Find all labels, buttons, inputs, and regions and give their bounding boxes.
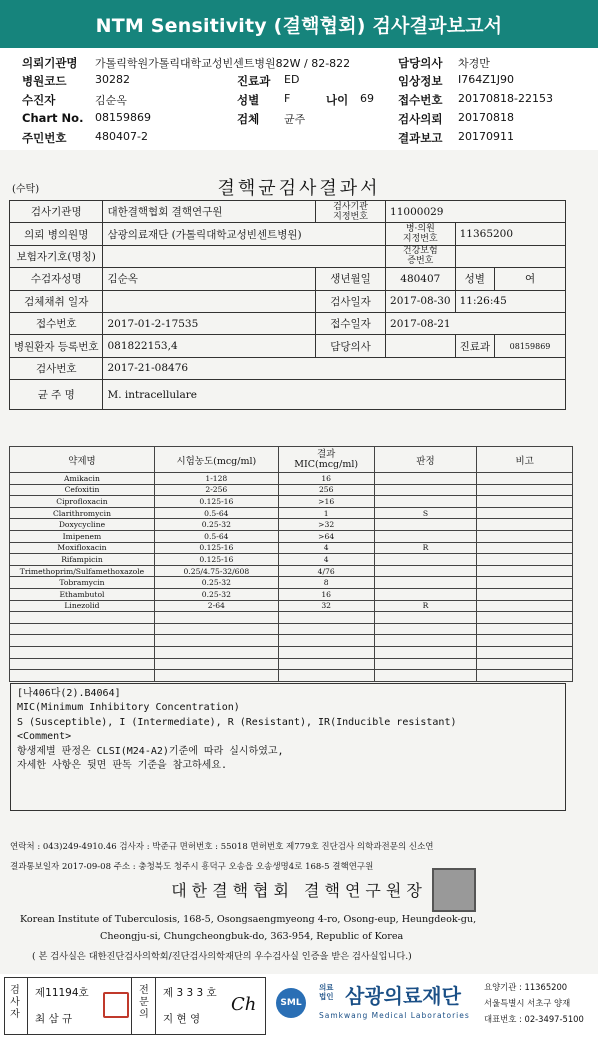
test-range: 2-64 [154, 600, 278, 612]
info-label: 검사기관 지정번호 [316, 201, 386, 223]
info-label: 성별 [455, 268, 494, 290]
mic-result [278, 635, 374, 647]
report-date-line: 결과통보일자 2017-09-08 주소 : 충청북도 청주시 흥덕구 오송읍 오송생명4로 168-5 결핵연구원 [10, 862, 374, 872]
test-range: 1-128 [154, 473, 278, 485]
tester-label: 검 사 자 [10, 985, 20, 1020]
interpretation [374, 577, 477, 589]
remark [477, 635, 573, 647]
info-row [10, 357, 566, 379]
drug-name: Tobramycin [10, 577, 155, 589]
info-value: 081822153,4 [103, 335, 316, 357]
drug-name: Imipenem [10, 530, 155, 542]
info-value [386, 335, 456, 357]
header-label: 성별 [237, 93, 260, 107]
info-label: 담당의사 [316, 335, 386, 357]
remark [477, 519, 573, 531]
column-header: 약제명 [10, 447, 155, 473]
info-value: 2017-01-2-17535 [103, 312, 316, 334]
drug-row [10, 473, 573, 485]
info-label: 검사번호 [10, 357, 103, 379]
document-title: 결핵균검사결과서 [217, 178, 381, 199]
info-value: 2017-21-08476 [103, 357, 566, 379]
info-row [10, 335, 566, 357]
info-value: M. intracellulare [103, 380, 566, 410]
institute-name: 대한결핵협회 결핵연구원장 [171, 881, 427, 900]
contact-line: 연락처 : 043)249-4910.46 검사자 : 박준규 면허번호 : 55018 면허번호 제779호 진단검사 의학과전문의 신소연 [10, 842, 434, 852]
official-seal [432, 868, 476, 912]
info-label: 접수일자 [316, 312, 386, 334]
drug-name: Linezolid [10, 600, 155, 612]
remark [477, 670, 573, 682]
susceptibility-table [9, 446, 573, 682]
test-range: 0.25-32 [154, 577, 278, 589]
report-title: NTM Sensitivity (결핵협회) 검사결과보고서 [95, 14, 503, 37]
header-value: 480407-2 [95, 130, 148, 143]
tester-name: 최 삼 규 [35, 1013, 73, 1025]
drug-row [10, 658, 573, 670]
drug-name: Moxifloxacin [10, 542, 155, 554]
remark [477, 588, 573, 600]
divider [155, 978, 156, 1034]
signature: Ch [231, 994, 257, 1015]
specialist-label: 전 문 의 [139, 985, 149, 1020]
info-value: 2017-08-21 [386, 312, 566, 334]
remark [477, 658, 573, 670]
header-label: 결과보고 [398, 131, 443, 145]
header-value: 차경만 [458, 57, 490, 70]
header-label: 진료과 [237, 74, 271, 88]
note-line: 자세한 사항은 뒷면 판독 기준을 참고하세요. [17, 760, 228, 772]
mic-result: 4 [278, 542, 374, 554]
remark [477, 612, 573, 624]
remark [477, 554, 573, 566]
header-row [0, 92, 598, 109]
drug-row [10, 612, 573, 624]
drug-name: Ethambutol [10, 588, 155, 600]
drug-row [10, 565, 573, 577]
drug-name [10, 612, 155, 624]
header-label: 의뢰기관명 [22, 56, 78, 70]
specialist-license: 제 3 3 3 호 [163, 987, 217, 999]
mic-result: 256 [278, 484, 374, 496]
header-value: 20170818 [458, 111, 514, 124]
report-header [0, 52, 598, 148]
interpretation: R [374, 600, 477, 612]
drug-name: Amikacin [10, 473, 155, 485]
info-value: 11365200 [455, 223, 565, 245]
remark [477, 530, 573, 542]
interpretation [374, 670, 477, 682]
notes-box [10, 683, 566, 811]
drug-row [10, 577, 573, 589]
header-row [0, 130, 598, 147]
institution-phone: 대표번호 : 02-3497-5100 [484, 1014, 584, 1024]
interpretation [374, 635, 477, 647]
scanned-result-document [0, 150, 598, 974]
drug-row [10, 530, 573, 542]
drug-row [10, 646, 573, 658]
info-row [10, 380, 566, 410]
info-value: 08159869 [495, 335, 566, 357]
info-label: 진료과 [455, 335, 494, 357]
info-value: 삼광의료재단 (가톨릭대학교성빈센트병원) [103, 223, 386, 245]
drug-name [10, 635, 155, 647]
mic-result: 4 [278, 554, 374, 566]
info-label: 보험자기호(명칭) [10, 245, 103, 267]
info-label: 의뢰 병의원명 [10, 223, 103, 245]
header-label: 주민번호 [22, 131, 67, 145]
info-row [10, 245, 566, 267]
signature-box [4, 977, 266, 1035]
mic-result [278, 658, 374, 670]
column-header: 결과 MIC(mcg/ml) [278, 447, 374, 473]
drug-name: Clarithromycin [10, 507, 155, 519]
drug-row [10, 670, 573, 682]
header-label: 검사의뢰 [398, 112, 443, 126]
test-range: 0.5-64 [154, 507, 278, 519]
test-range: 0.125-16 [154, 554, 278, 566]
english-address: Korean Institute of Tuberculosis, 168-5, Osongsaengmyeong 4-ro, Osong-eup, Heungdeok-gu, [20, 914, 477, 925]
info-value: 김순옥 [103, 268, 316, 290]
interpretation [374, 623, 477, 635]
english-address: Cheongju-si, Chungcheongbuk-do, 363-954, Republic of Korea [100, 931, 404, 942]
info-label: 건강보험 증번호 [386, 245, 456, 267]
report-title-banner [0, 0, 598, 48]
column-header: 판정 [374, 447, 477, 473]
drug-name: Trimethoprim/Sulfamethoxazole [10, 565, 155, 577]
column-header: 시험농도(mcg/ml) [154, 447, 278, 473]
drug-row [10, 635, 573, 647]
test-range: 0.25/4.75-32/608 [154, 565, 278, 577]
remark [477, 577, 573, 589]
info-label: 병·의원 지정번호 [386, 223, 456, 245]
header-value: 69 [360, 92, 374, 105]
brand-prefix: 의료 법인 [319, 983, 334, 1001]
interpretation [374, 588, 477, 600]
mic-result: 16 [278, 473, 374, 485]
header-value: F [284, 92, 291, 105]
mic-result [278, 646, 374, 658]
info-value: 2017-08-30 [386, 290, 456, 312]
lab-footer [0, 974, 598, 1042]
remark [477, 646, 573, 658]
remark [477, 473, 573, 485]
interpretation [374, 484, 477, 496]
mic-result: 16 [278, 588, 374, 600]
info-label: 수검자성명 [10, 268, 103, 290]
info-row [10, 223, 566, 245]
interpretation [374, 554, 477, 566]
header-value: 20170818-22153 [458, 92, 553, 105]
header-value: 30282 [95, 73, 130, 86]
info-value: 480407 [386, 268, 456, 290]
info-label: 병원환자 등록번호 [10, 335, 103, 357]
certification-note: ( 본 검사실은 대한진단검사의학회/진단검사의학재단의 우수검사실 인증을 받은 검사실입니다.) [32, 951, 412, 962]
header-value: ED [284, 73, 300, 86]
remark [477, 496, 573, 508]
note-line: [나406다(2).B4064] [17, 688, 121, 699]
test-range: 0.5-64 [154, 530, 278, 542]
info-value [103, 290, 316, 312]
info-value [455, 245, 565, 267]
header-row [0, 73, 598, 90]
mic-result: 4/76 [278, 565, 374, 577]
remark [477, 484, 573, 496]
remark [477, 623, 573, 635]
header-value: 김순옥 [95, 94, 127, 107]
drug-row [10, 507, 573, 519]
test-range: 2-256 [154, 484, 278, 496]
test-range [154, 646, 278, 658]
drug-name: Ciprofloxacin [10, 496, 155, 508]
drug-row [10, 519, 573, 531]
info-label: 생년월일 [316, 268, 386, 290]
info-row [10, 268, 566, 290]
susceptibility-header-row [10, 447, 573, 473]
test-range [154, 670, 278, 682]
info-row [10, 290, 566, 312]
form-label: (수탁) [12, 184, 40, 195]
interpretation: S [374, 507, 477, 519]
sml-logo-text: SML [280, 998, 302, 1008]
header-label: 검체 [237, 112, 260, 126]
column-header: 비고 [477, 447, 573, 473]
drug-name: Rifampicin [10, 554, 155, 566]
drug-name: Cefoxitin [10, 484, 155, 496]
header-label: 병원코드 [22, 74, 67, 88]
interpretation [374, 496, 477, 508]
note-line: S (Susceptible), I (Intermediate), R (Resistant), IR(Inducible resistant) [17, 716, 457, 728]
note-line: 항생제별 판정은 CLSI(M24-A2)기준에 따라 실시하였고, [17, 745, 284, 757]
divider [131, 978, 132, 1034]
institution-address: 서울특별시 서초구 양재 [484, 998, 571, 1008]
header-row [0, 111, 598, 128]
drug-name [10, 623, 155, 635]
info-value: 여 [495, 268, 566, 290]
header-label: 임상정보 [398, 74, 443, 88]
sml-logo-icon [276, 988, 306, 1018]
tester-seal [103, 992, 129, 1018]
interpretation [374, 530, 477, 542]
test-range [154, 623, 278, 635]
susceptibility-body [10, 447, 573, 682]
mic-result [278, 612, 374, 624]
interpretation [374, 565, 477, 577]
drug-name [10, 658, 155, 670]
interpretation [374, 519, 477, 531]
interpretation [374, 473, 477, 485]
interpretation [374, 658, 477, 670]
note-line: MIC(Minimum Inhibitory Concentration) [17, 702, 240, 714]
mic-result: 8 [278, 577, 374, 589]
divider [27, 978, 28, 1034]
mic-result: >64 [278, 530, 374, 542]
drug-row [10, 623, 573, 635]
info-label: 접수번호 [10, 312, 103, 334]
interpretation: R [374, 542, 477, 554]
header-label: 수진자 [22, 93, 56, 107]
test-range: 0.25-32 [154, 519, 278, 531]
test-range [154, 635, 278, 647]
info-value: 11000029 [386, 201, 566, 223]
header-label: 접수번호 [398, 93, 443, 107]
drug-name [10, 670, 155, 682]
header-value: 가톨릭학원가톨릭대학교성빈센트병원82W / 82-822 [95, 57, 351, 70]
header-label: 나이 [326, 93, 349, 107]
header-row [0, 55, 598, 72]
info-row [10, 312, 566, 334]
info-label: 검사일자 [316, 290, 386, 312]
drug-row [10, 496, 573, 508]
drug-row [10, 600, 573, 612]
interpretation [374, 612, 477, 624]
brand-name: 삼광의료재단 [345, 984, 461, 1008]
mic-result: 32 [278, 600, 374, 612]
drug-name [10, 646, 155, 658]
info-label: 검사기관명 [10, 201, 103, 223]
mic-result: >16 [278, 496, 374, 508]
header-value: 08159869 [95, 111, 151, 124]
info-value [103, 245, 386, 267]
header-value: 20170911 [458, 130, 514, 143]
institution-code: 요양기관 : 11365200 [484, 982, 568, 992]
mic-result: 1 [278, 507, 374, 519]
drug-row [10, 554, 573, 566]
remark [477, 507, 573, 519]
specialist-name: 지 현 영 [163, 1013, 201, 1025]
drug-row [10, 542, 573, 554]
test-range: 0.125-16 [154, 496, 278, 508]
drug-row [10, 588, 573, 600]
header-label: 담당의사 [398, 56, 443, 70]
header-value: 균주 [284, 113, 306, 126]
remark [477, 542, 573, 554]
interpretation [374, 646, 477, 658]
remark [477, 600, 573, 612]
test-range: 0.25-32 [154, 588, 278, 600]
info-label: 검체채취 일자 [10, 290, 103, 312]
test-range [154, 658, 278, 670]
tester-license: 제11194호 [35, 987, 89, 999]
test-range [154, 612, 278, 624]
header-label: Chart No. [22, 111, 84, 125]
mic-result: >32 [278, 519, 374, 531]
mic-result [278, 623, 374, 635]
mic-result [278, 670, 374, 682]
note-line: <Comment> [17, 731, 72, 743]
test-range: 0.125-16 [154, 542, 278, 554]
info-table [9, 200, 566, 410]
header-value: I764Z1J90 [458, 73, 515, 86]
remark [477, 565, 573, 577]
info-row [10, 201, 566, 223]
brand-english: Samkwang Medical Laboratories [319, 1011, 470, 1020]
info-label: 균 주 명 [10, 380, 103, 410]
drug-row [10, 484, 573, 496]
info-value: 대한결핵협회 결핵연구원 [103, 201, 316, 223]
drug-name: Doxycycline [10, 519, 155, 531]
info-value: 11:26:45 [455, 290, 565, 312]
